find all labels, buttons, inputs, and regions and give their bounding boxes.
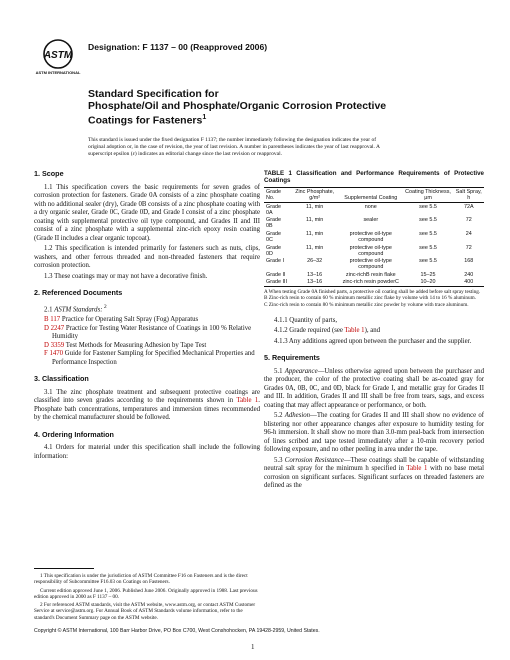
designation: Designation: F 1137 – 00 (Reapproved 2006) — [88, 42, 268, 52]
table-cell: 11, min — [306, 244, 324, 251]
table-cell: Grade II — [266, 271, 286, 278]
table-cell: see 5.5 — [419, 258, 437, 265]
table-cell: 11, min — [306, 203, 324, 210]
title-line-2: Coatings for Fasteners$^1$ — [88, 114, 207, 127]
table-row — [264, 230, 484, 244]
table-note-a: A When testing Grade 0A finished parts, a protective oil coating shall be added before salt spray testing. — [264, 289, 481, 296]
ref-d2247: D 2247 Practice for Testing Water Resistance of Coatings in 100 % Relative Humidity — [44, 324, 252, 341]
table-cell: see 5.5 — [419, 203, 437, 210]
table-row — [264, 279, 484, 287]
table-row — [264, 203, 484, 217]
section-classification-heading: 3. Classification — [34, 374, 89, 384]
ref-link-b117[interactable]: B 117 — [44, 316, 61, 324]
title-prefix: Standard Specification for — [88, 88, 219, 100]
table-cell: see 5.5 — [419, 217, 437, 224]
para-4-1: 4.1 Orders for material under this specification shall include the following information: — [34, 444, 260, 460]
para-4-1-2: 4.1.2 Grade required (see Table 1), and — [274, 327, 381, 335]
para-1-1: 1.1 This specification covers the basic requirements for seven grades of corrosion protection for fasteners. Grade 0A consists of a zinc phosphate coating with no additional sealer (dry), Grade 0B consists of a zinc phosphate coating with a dry organic sealer, Grade 0C, Grade 0D, and Grade I consist of a zinc phosphate coating with supplemental protective oil type compound, and Grades II and III consist of a zinc phosphate with a supplemental zinc-rich epoxy resin coating (Grade II includes a clear organic topcoat). — [34, 183, 260, 242]
table-cell: 72 — [465, 217, 472, 224]
table-cell: 240 — [464, 271, 474, 278]
table-cell: protective oil-type compound — [349, 230, 392, 243]
table-cell: 72 — [465, 244, 472, 251]
ref-f1470: F 1470 Guide for Fastener Sampling for Specified Mechanical Properties and Performance Inspection — [44, 350, 255, 366]
footnote-2: 2 For referenced ASTM standards, visit the ASTM website, www.astm.org, or contact ASTM Customer Service at service@astm.org. For Annual Book of ASTM Standards volume information, refer to the standard's Document Summary page on the ASTM website. — [34, 602, 256, 621]
table-cell: 26–32 — [307, 258, 323, 265]
table-cell: protective oil-type compound — [349, 258, 392, 271]
table-cell: Grade 0C — [266, 230, 281, 243]
table-cell: Grade III — [264, 279, 290, 287]
table-caption: TABLE 1 Classification and Performance Requirements of Protective Coatings — [264, 170, 484, 184]
section-referenced-docs-heading: 2. Referenced Documents — [34, 288, 123, 297]
table-1-link[interactable]: Table 1 — [236, 397, 259, 405]
page-title — [88, 100, 418, 127]
table-header: Supplemental Coating — [339, 188, 402, 203]
right-column — [264, 170, 484, 493]
table-cell: Grade 0D — [266, 244, 281, 257]
table-header: Zinc Phosphate, g/m² — [290, 188, 339, 203]
para-5-1: 5.1 Appearance—Unless otherwise agreed upon between the purchaser and the producer, the color of the protective coating shall be as-coated gray for Grades 0A, 0B, 0C, and 0D, black for Grade I, and metallic gray for Grades II and III. In addition, Grades II and III shall be free from tears, sags, and excess coating that may affect appearance or performance, or both. — [264, 367, 484, 409]
para-4-1-3: 4.1.3 Any additions agreed upon between the purchaser and the supplier. — [274, 337, 472, 345]
para-3-1: 3.1 The zinc phosphate treatment and subsequent protective coatings are classified into seven grades according to the requirements shown in Table 1. Phosphate bath concentrations, temperatures and immersion times recommended by the chemical manufacturer should be followed. — [34, 388, 260, 422]
para-5-2: 5.2 Adhesion—The coating for Grades II and III shall show no evidence of blistering nor other appearance changes after exposure to humidity testing for 96-h immersion. It shall show no more than 3.0-mm peal-back from intersection of lines scribed and tape tested immediately after a 10-min recovery period following exposure, and no other peeling in area under the tape. — [264, 412, 484, 454]
classification-table — [264, 187, 484, 287]
table-row — [264, 257, 484, 271]
section-requirements-heading: 5. Requirements — [264, 353, 320, 363]
table-cell: 72A — [463, 203, 474, 210]
footnote-1b: Current edition approved June 1, 2006. Published June 2006. Originally approved in 1988. Last previous edition approved in 2000 as F 1137 – 00. — [34, 587, 258, 600]
footnote-rule — [34, 568, 94, 569]
table-cell: 13–16 — [290, 279, 339, 287]
ref-link-f1470[interactable]: F 1470 — [44, 350, 64, 358]
table-header: Grade No. — [264, 188, 290, 203]
table-cell: 10–20 — [402, 279, 453, 287]
table-cell: 168 — [464, 258, 474, 265]
table-cell: zinc-richB resin flake — [345, 271, 396, 278]
section-ordering-heading: 4. Ordering Information — [34, 429, 114, 439]
para-5-3: 5.3 Corrosion Resistance—These coatings shall be capable of withstanding neutral salt spray for the minimum h specified in Table 1 with no base metal corrosion on significant surfaces. Significant surfaces on threaded fasteners are defined as the — [264, 456, 485, 490]
table-cell: none — [364, 203, 377, 210]
table-cell: zinc-rich resin powderC — [339, 279, 402, 287]
table-row — [264, 244, 484, 258]
table-header: Coating Thickness, μm — [402, 188, 453, 203]
table-cell: protective oil-type compound — [349, 244, 392, 257]
table-cell: sealer — [363, 217, 379, 224]
footnotes — [34, 568, 260, 623]
title-line-1: Phosphate/Oil and Phosphate/Organic Corrosion Protective — [88, 100, 387, 112]
table-cell: 13–16 — [307, 271, 323, 278]
table-cell: Grade 0A — [266, 203, 281, 216]
table-note-c: C Zinc-rich resin to contain 80 % minimum metallic zinc powder by volume with trace aluminum. — [264, 301, 469, 308]
table-cell: 11, min — [306, 217, 324, 224]
table-note-b: B Zinc-rich resin to contain 60 % minimum metallic zinc flake by volume with 14 to 16 % aluminum. — [264, 295, 476, 302]
table-row — [264, 217, 484, 231]
page-number: 1 — [251, 643, 255, 651]
table-row — [264, 271, 484, 279]
ref-link-d2247[interactable]: D 2247 — [44, 324, 65, 332]
footnote-1: 1 This specification is under the jurisdiction of ASTM Committee F16 on Fasteners and is the direct responsibility of Subcommittee F16.03 on Coatings on Fasteners. — [34, 573, 248, 586]
para-1-3: 1.3 These coatings may or may not have a decorative finish. — [44, 272, 208, 280]
table-cell: Grade 0B — [266, 217, 281, 230]
astm-logo — [35, 38, 81, 76]
astm-standards-label: 2.1 ASTM Standards: $^2$ — [44, 303, 107, 313]
table-cell: 24 — [465, 230, 472, 237]
table-cell: 15–25 — [420, 271, 436, 278]
table-cell: 11, min — [306, 230, 324, 237]
para-1-2: 1.2 This specification is intended primarily for fasteners such as nuts, clips, washers, and other ferrous threaded and non-threaded fasteners that require corrosion protection. — [34, 245, 260, 269]
table-header: Salt Spray, h — [454, 188, 484, 203]
ref-link-d3359[interactable]: D 3359 — [44, 341, 65, 349]
svg-text:ASTM INTERNATIONAL: ASTM INTERNATIONAL — [35, 70, 81, 75]
table-cell: Grade I — [266, 258, 284, 265]
table-cell: 400 — [454, 279, 484, 287]
para-4-1-1: 4.1.1 Quantity of parts, — [274, 316, 338, 324]
table-1-link[interactable]: Table 1 — [344, 327, 365, 335]
section-scope-heading: 1. Scope — [34, 169, 64, 178]
svg-text:ASTM: ASTM — [43, 50, 73, 61]
left-column — [34, 170, 260, 463]
ref-b117: B 117 Practice for Operating Salt Spray (Fog) Apparatus — [44, 316, 199, 324]
copyright-footer: Copyright © ASTM International, 100 Barr Harbor Drive, PO Box C700, West Conshohocken, PA 19428-2959, United States. — [34, 628, 320, 634]
table-cell: see 5.5 — [419, 230, 437, 237]
table-1-link[interactable]: Table 1 — [406, 465, 428, 473]
ref-d3359: D 3359 Test Methods for Measuring Adhesion by Tape Test — [44, 341, 207, 349]
table-cell: see 5.5 — [419, 244, 437, 251]
standard-notice: This standard is issued under the fixed designation F 1137; the number immediately following the designation indicates the year of original adoption or, in the case of revision, the year of last revision. A number in parentheses indicates the year of last reapproval. A superscript epsilon (ε) indicates an editorial change since the last revision or reapproval. — [88, 137, 380, 158]
